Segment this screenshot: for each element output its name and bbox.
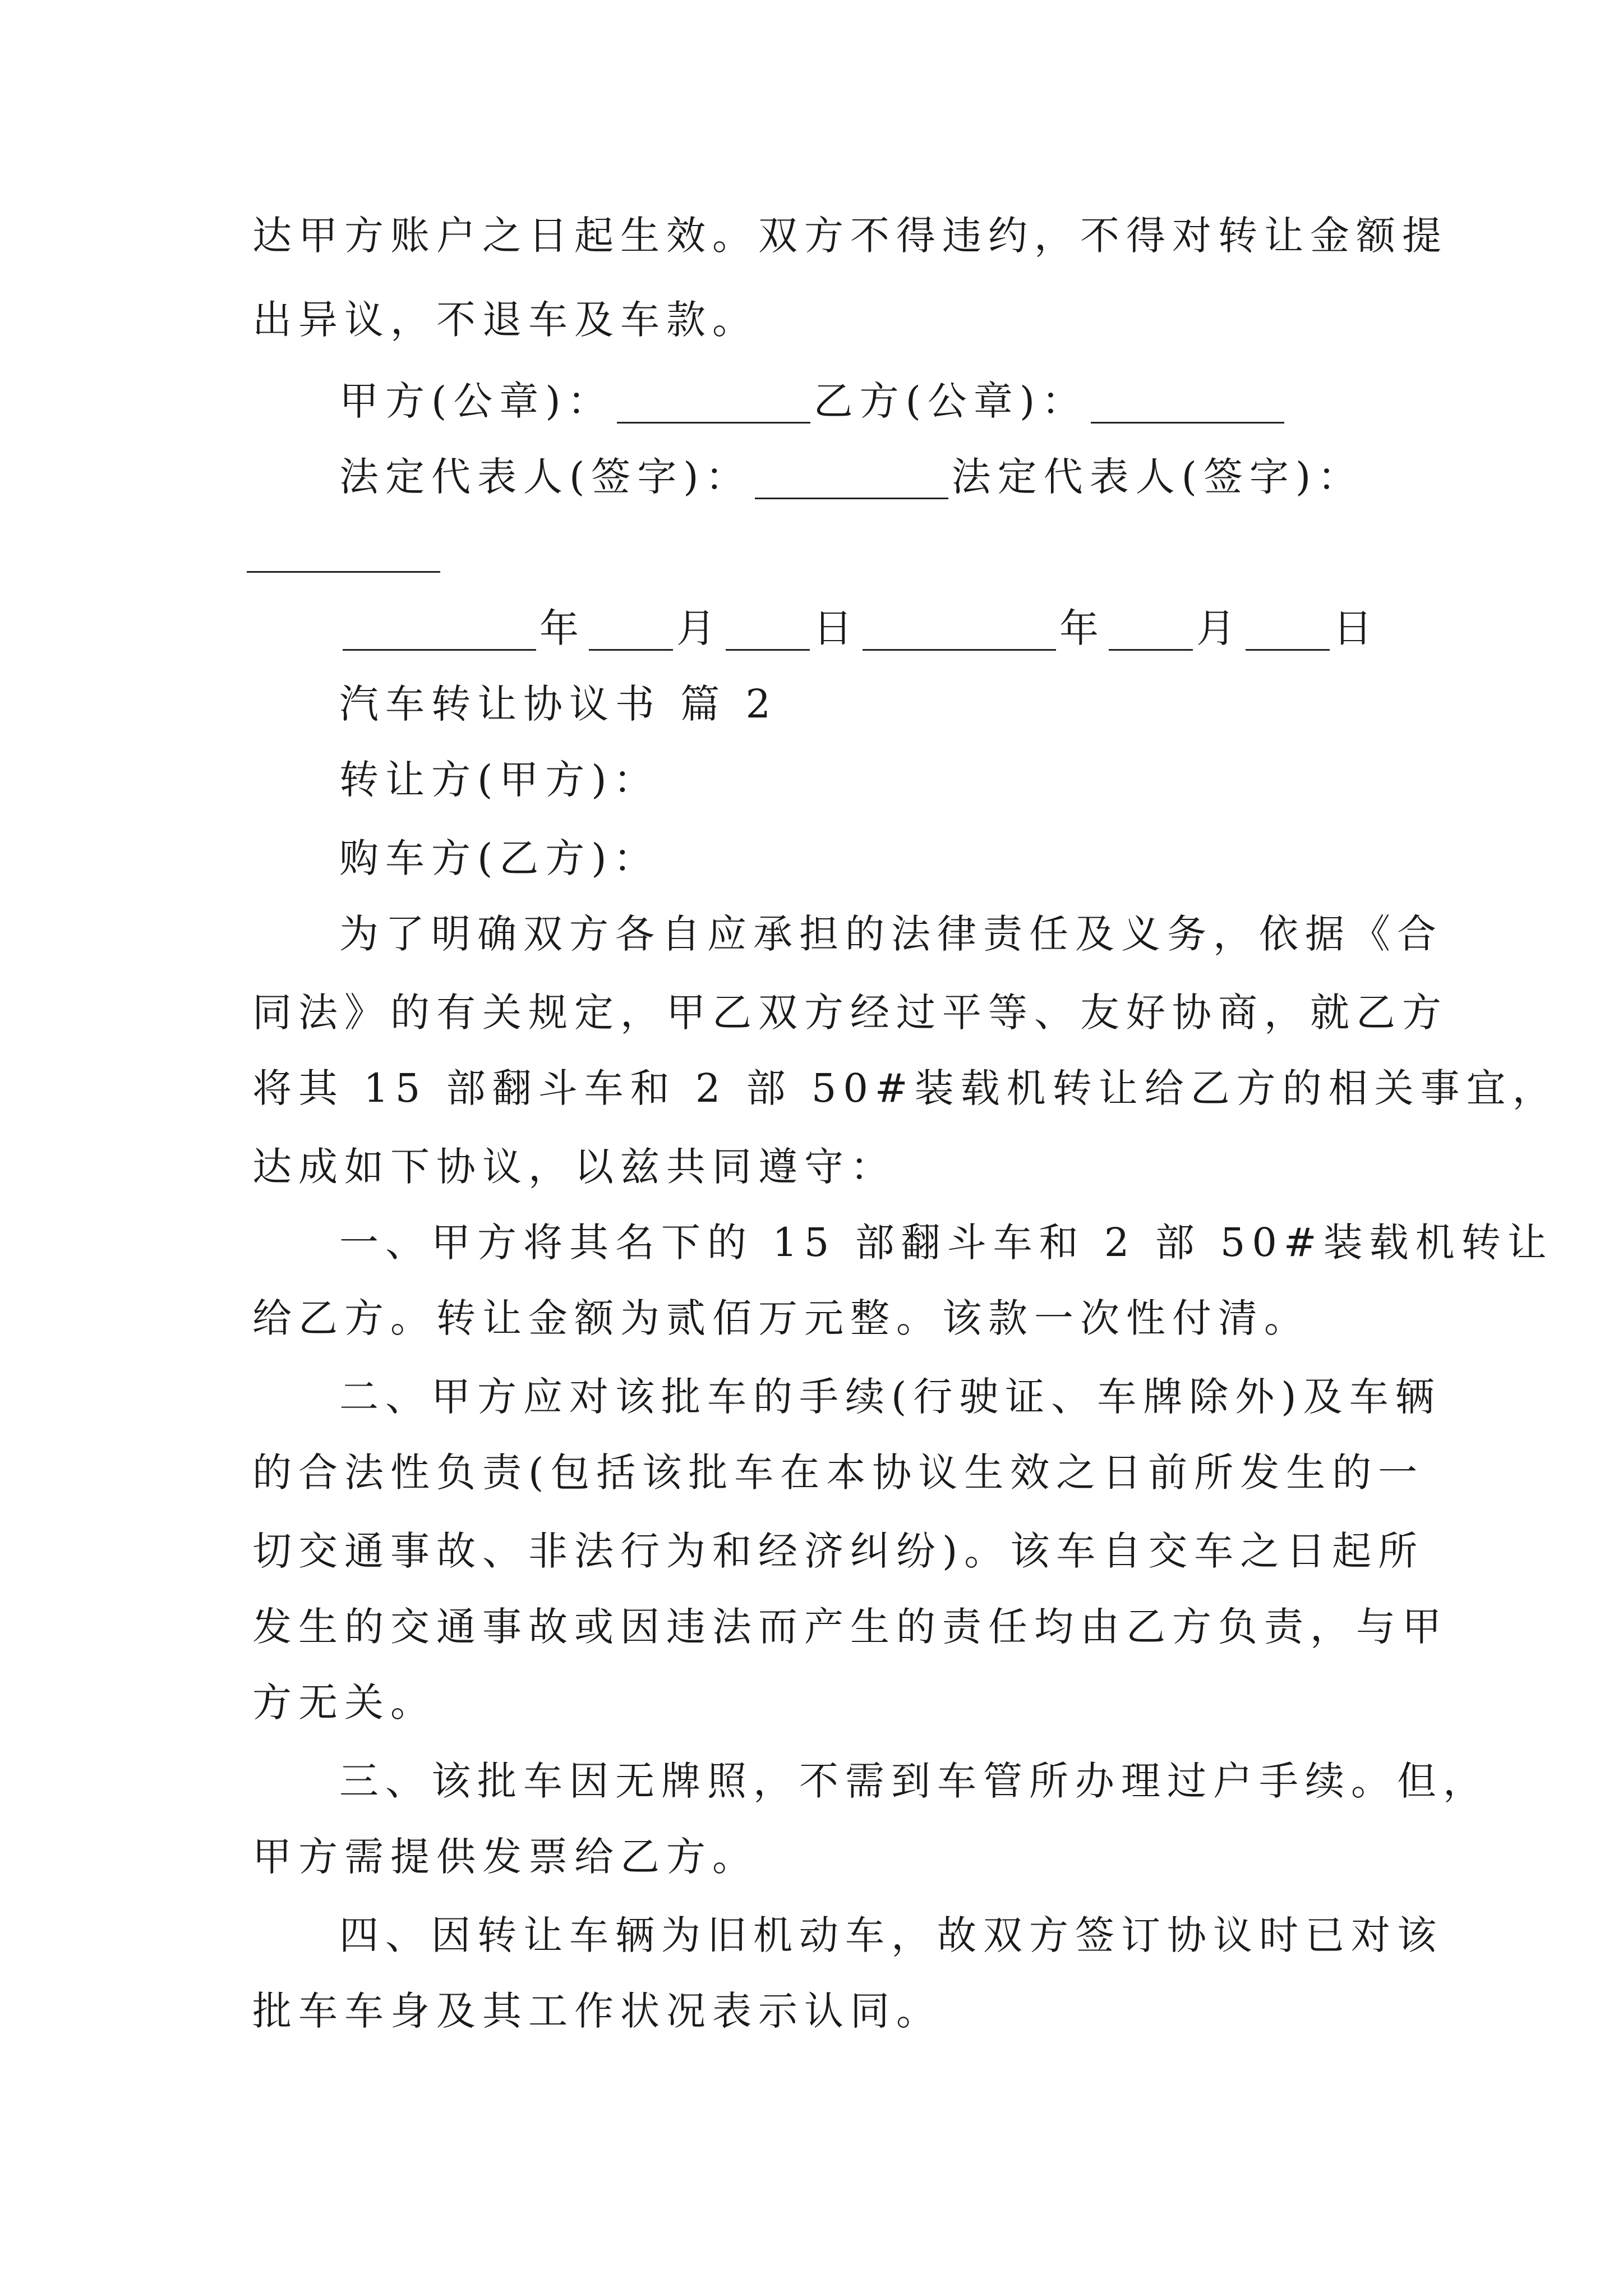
section-title: 汽车转让协议书 篇 2	[339, 681, 778, 727]
date-line	[339, 606, 1489, 651]
text-line: 为了明确双方各自应承担的法律责任及义务，依据《合	[339, 911, 1443, 957]
text-line: 给乙方。转让金额为贰佰万元整。该款一次性付清。	[252, 1295, 1310, 1341]
text-line: 甲方需提供发票给乙方。	[252, 1834, 758, 1880]
signature-line-rep	[339, 454, 1489, 499]
date-month-label: 月	[676, 605, 722, 651]
text-line: 切交通事故、非法行为和经济纠纷)。该车自交车之日起所	[252, 1528, 1424, 1574]
party-a-seal-blank	[617, 385, 810, 424]
text-line: 达甲方账户之日起生效。双方不得违约，不得对转让金额提	[252, 213, 1448, 259]
text-line: 发生的交通事故或因违法而产生的责任均由乙方负责，与甲	[252, 1604, 1448, 1650]
text-line: 出异议，不退车及车款。	[252, 297, 758, 343]
text-line: 二、甲方应对该批车的手续(行驶证、车牌除外)及车辆	[339, 1374, 1441, 1420]
date-a-year-blank	[343, 612, 536, 651]
text-line: 三、该批车因无牌照，不需到车管所办理过户手续。但，	[339, 1758, 1489, 1804]
date-a-day-blank	[726, 612, 810, 651]
date-b-month-blank	[1109, 612, 1193, 651]
party-b-seal-label: 乙方(公章)：	[813, 378, 1088, 424]
buyer-line: 购车方(乙方)：	[339, 835, 660, 881]
party-a-rep-blank	[755, 461, 948, 499]
text-line: 批车车身及其工作状况表示认同。	[252, 1988, 942, 2034]
date-a-month-blank	[589, 612, 673, 651]
party-a-rep-label: 法定代表人(签字)：	[339, 454, 751, 500]
party-b-rep-blank	[247, 571, 440, 573]
text-line: 同法》的有关规定，甲乙双方经过平等、友好协商，就乙方	[252, 990, 1448, 1036]
date-year-label: 年	[1059, 605, 1105, 651]
date-day-label: 日	[813, 605, 859, 651]
text-line: 将其 15 部翻斗车和 2 部 50#装载机转让给乙方的相关事宜，	[252, 1065, 1559, 1111]
text-line: 方无关。	[252, 1680, 436, 1726]
party-b-seal-blank	[1091, 385, 1284, 424]
text-line: 的合法性负责(包括该批车在本协议生效之日前所发生的一	[252, 1450, 1424, 1496]
signature-line-seal	[339, 379, 1489, 424]
text-line: 达成如下协议，以兹共同遵守：	[252, 1144, 896, 1190]
date-b-day-blank	[1246, 612, 1330, 651]
date-month-label: 月	[1196, 605, 1242, 651]
party-b-rep-label: 法定代表人(签字)：	[951, 454, 1364, 500]
transferor-line: 转让方(甲方)：	[339, 757, 660, 803]
party-a-seal-label: 甲方(公章)：	[339, 378, 614, 424]
date-year-label: 年	[540, 605, 585, 651]
text-line: 一、甲方将其名下的 15 部翻斗车和 2 部 50#装载机转让	[339, 1220, 1553, 1266]
date-day-label: 日	[1333, 605, 1379, 651]
date-b-year-blank	[863, 612, 1056, 651]
text-line: 四、因转让车辆为旧机动车，故双方签订协议时已对该	[339, 1912, 1443, 1958]
